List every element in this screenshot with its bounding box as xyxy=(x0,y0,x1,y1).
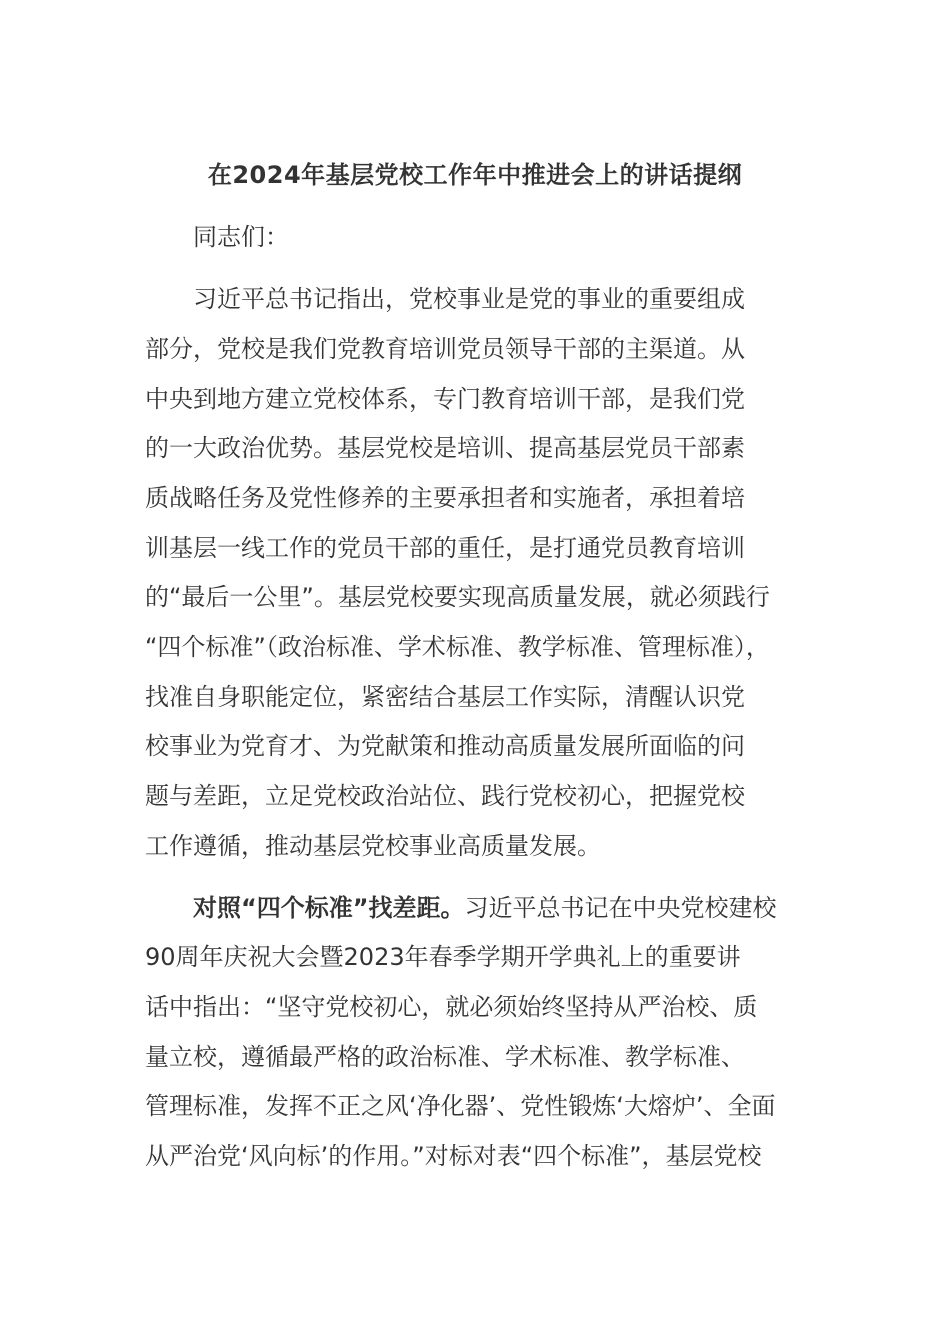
paragraph-line: 校事业为党育才、为党献策和推动高质量发展所面临的问 xyxy=(145,732,745,760)
paragraph-text: 习近平总书记在中央党校建校 xyxy=(464,894,777,922)
paragraph-heading: 对照“四个标准”找差距。 xyxy=(193,894,465,922)
paragraph-line: 的“最后一公里”。基层党校要实现高质量发展，就必须践行 xyxy=(145,583,770,611)
paragraph-line xyxy=(193,891,777,925)
paragraph-line: 质战略任务及党性修养的主要承担者和实施者，承担着培 xyxy=(145,484,745,512)
paragraph-line: 习近平总书记指出，党校事业是党的事业的重要组成 xyxy=(193,285,745,313)
paragraph-line: 训基层一线工作的党员干部的重任，是打通党员教育培训 xyxy=(145,534,745,562)
paragraph-line: 90周年庆祝大会暨2023年春季学期开学典礼上的重要讲 xyxy=(145,943,741,971)
paragraph-line: 从严治党‘风向标’的作用。”对标对表“四个标准”，基层党校 xyxy=(145,1142,762,1170)
paragraph-line: 管理标准，发挥不正之风‘净化器’、党性锻炼‘大熔炉’、全面 xyxy=(145,1092,776,1120)
paragraph-line: 工作遵循，推动基层党校事业高质量发展。 xyxy=(145,832,601,860)
paragraph-line: 话中指出：“坚守党校初心，就必须始终坚持从严治校、质 xyxy=(145,993,758,1021)
paragraph-line: 中央到地方建立党校体系，专门教育培训干部，是我们党 xyxy=(145,385,745,413)
paragraph-line: 找准自身职能定位，紧密结合基层工作实际，清醒认识党 xyxy=(145,683,745,711)
paragraph-line: 部分，党校是我们党教育培训党员领导干部的主渠道。从 xyxy=(145,335,745,363)
paragraph-line: 的一大政治优势。基层党校是培训、提高基层党员干部素 xyxy=(145,434,745,462)
paragraph-line: “四个标准”（政治标准、学术标准、教学标准、管理标准）， xyxy=(145,633,770,661)
salutation: 同志们： xyxy=(193,223,289,251)
paragraph-line: 题与差距，立足党校政治站位、践行党校初心，把握党校 xyxy=(145,782,745,810)
document-title: 在2024年基层党校工作年中推进会上的讲话提纲 xyxy=(207,161,743,189)
paragraph-line: 量立校，遵循最严格的政治标准、学术标准、教学标准、 xyxy=(145,1043,745,1071)
